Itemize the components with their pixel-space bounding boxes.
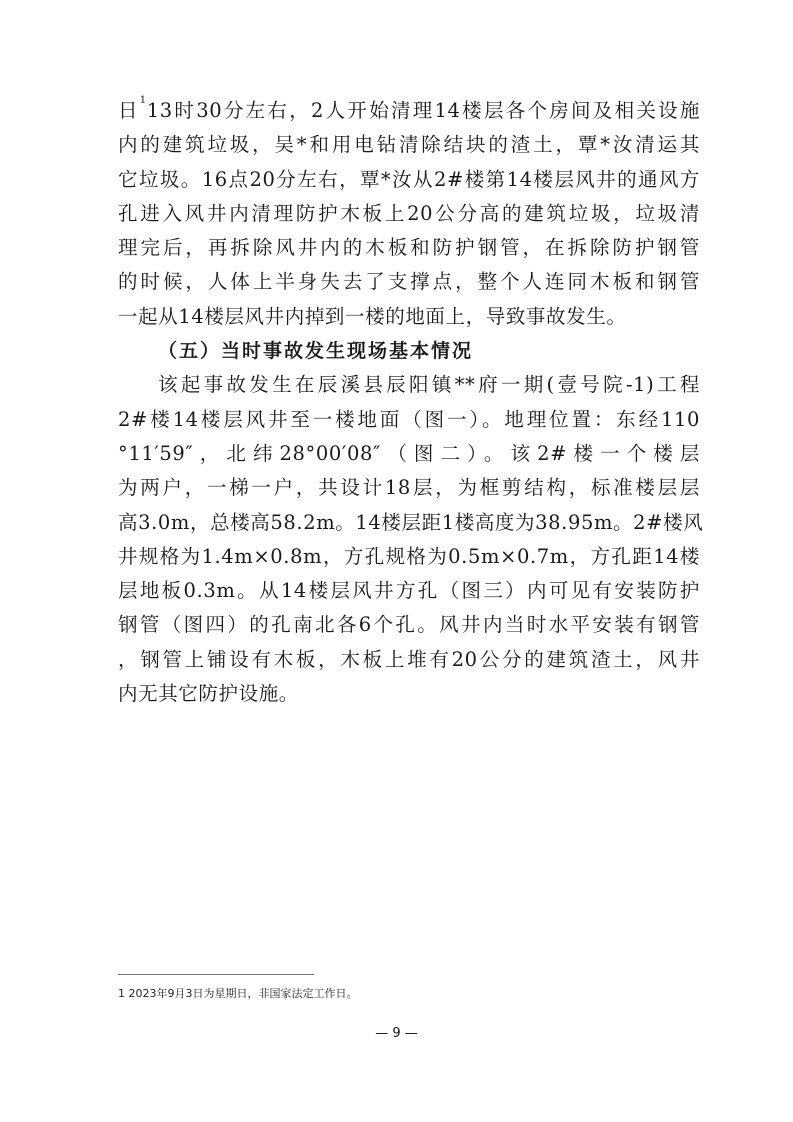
paragraph-line: °11′59″，北纬28°00′08″（图二）。该2#楼一个楼层 [118, 441, 700, 465]
paragraph-line: 内的建筑垃圾，吴*和用电钻清除结块的渣土，覃*汝清运其 [118, 133, 700, 157]
paragraph-line: 它垃圾。16点20分左右，覃*汝从2#楼第14楼层风井的通风方 [118, 167, 700, 191]
footnote-divider [118, 974, 314, 975]
paragraph-line: ，钢管上铺设有木板，木板上堆有20公分的建筑渣土，风井 [118, 647, 700, 671]
body-text [118, 94, 704, 711]
paragraph-line: 层地板0.3m。从14楼层风井方孔（图三）内可见有安装防护 [118, 579, 700, 603]
paragraph-line [118, 94, 700, 128]
paragraph-line: 井规格为1.4m×0.8m，方孔规格为0.5m×0.7m，方孔距14楼 [118, 544, 700, 568]
text-fragment: 13时30分左右，2人开始清理14楼层各个房间及相关设施 [146, 99, 700, 122]
footnote: 1 2023年9月3日为星期日，非国家法定工作日。 [118, 987, 358, 1000]
footnote-marker[interactable]: 1 [139, 95, 147, 106]
paragraph-line: 的时候，人体上半身失去了支撑点，整个人连同木板和钢管 [118, 270, 700, 294]
paragraph-line: 2#楼14楼层风井至一楼地面（图一）。地理位置：东经110 [118, 407, 700, 431]
paragraph-line: 理完后，再拆除风井内的木板和防护钢管，在拆除防护钢管 [118, 236, 700, 260]
paragraph-line: 该起事故发生在辰溪县辰阳镇**府一期(壹号院-1)工程 [158, 373, 700, 397]
page-number: — 9 — [375, 1026, 418, 1041]
paragraph-line: 高3.0m，总楼高58.2m。14楼层距1楼高度为38.95m。2#楼风 [118, 510, 704, 534]
section-heading: （五）当时事故发生现场基本情况 [158, 340, 474, 363]
paragraph-line: 为两户，一梯一户，共设计18层，为框剪结构，标准楼层层 [118, 476, 700, 500]
paragraph-line: 孔进入风井内清理防护木板上20公分高的建筑垃圾，垃圾清 [118, 201, 700, 225]
paragraph-line: 一起从14楼层风井内掉到一楼的地面上，导致事故发生。 [118, 304, 627, 328]
text-fragment: 日 [118, 99, 140, 122]
paragraph-line: 钢管（图四）的孔南北各6个孔。风井内当时水平安装有钢管 [118, 613, 700, 637]
paragraph-line: 内无其它防护设施。 [118, 682, 299, 706]
